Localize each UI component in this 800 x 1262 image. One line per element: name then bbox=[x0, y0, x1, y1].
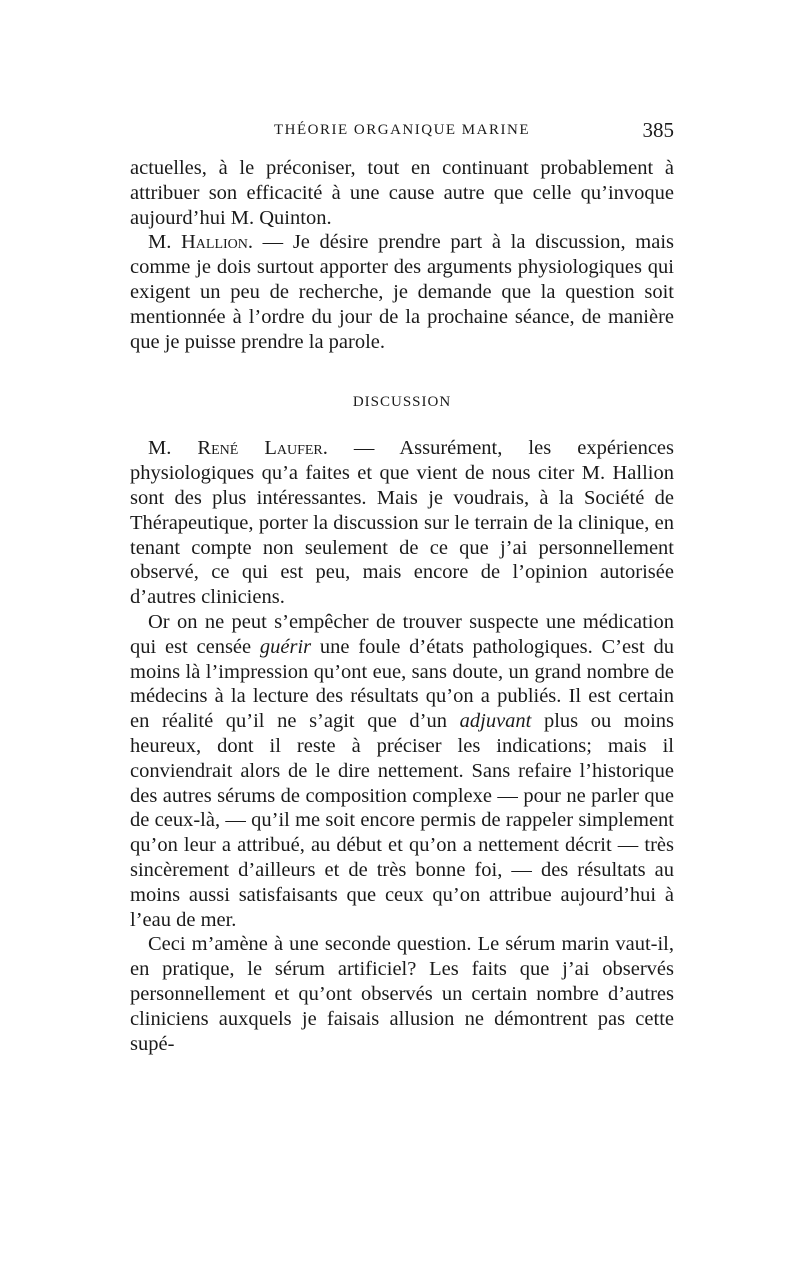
running-title: THÉORIE ORGANIQUE MARINE bbox=[274, 122, 530, 138]
emphasis-guerir: guérir bbox=[259, 635, 312, 658]
page-header bbox=[130, 118, 674, 146]
speech-text: — Assurément, les expériences physiologiques qu’a faites et que vient de nous citer M. Hallion sont des plus intéressantes. Mais je voudrais, à la Société de Thérapeutique, porter la discussion sur le terrain de la clinique, en tenant compte non seulement de ce que j’ai personnellement observé, ce qui est peu, mais encore de l’opinion autorisée d’autres cliniciens. bbox=[130, 437, 674, 609]
page-number: 385 bbox=[642, 118, 674, 142]
text-run: une foule d’états pathologiques. C’est du moins là l’impression qu’ont eue, sans doute, un grand nombre de médecins à la lecture des résultats qu’on a publiés. Il est certain en réalité qu’il ne s’agit que d’un bbox=[130, 635, 674, 733]
paragraph-second-question: Ceci m’amène à une seconde question. Le sérum marin vaut-il, en pratique, le sérum artificiel? Les faits que j’ai observés personnellement et qu’ont observés un certain nombre d’autres cliniciens auxquels je faisais allusion ne démontrent pas cette supé- bbox=[130, 933, 674, 1055]
speaker-name: M. Hallion. bbox=[148, 231, 254, 254]
speaker-name: M. René Laufer. bbox=[148, 437, 328, 460]
paragraph-hallion bbox=[130, 230, 674, 354]
speech-text: — Je désire prendre part à la discussion, mais comme je dois surtout apporter des arguments physiologiques qui exigent un peu de recherche, je demande que la question soit mentionnée à l’ordre du jour de la prochaine séance, de manière que je puisse prendre la parole. bbox=[130, 231, 674, 353]
emphasis-adjuvant: adjuvant bbox=[459, 710, 532, 733]
paragraph-laufer bbox=[130, 436, 674, 610]
section-title: DISCUSSION bbox=[352, 394, 452, 411]
paragraph-medication bbox=[130, 610, 674, 932]
text-run: Or on ne peut s’empêcher de trouver suspecte une médication qui est censée bbox=[130, 610, 674, 658]
paragraph-continuation: actuelles, à le préconiser, tout en continuant probablement à attribuer son efficacité à une cause autre que celle qu’invoque aujourd’hui M. Quinton. bbox=[130, 157, 674, 229]
body-text bbox=[130, 156, 674, 1056]
text-run: plus ou moins heureux, dont il reste à préciser les indications; mais il conviendrait alors de le dire nettement. Sans refaire l’historique des autres sérums de composition complexe — pour ne parler que de ceux-là, — qu’il me soit encore permis de rappeler simplement qu’on leur a attribué, au début et qu’on a nettement décrit — très sincèrement d’ailleurs et de très bonne foi, — des résultats au moins aussi satisfaisants que ceux qu’on attribue aujourd’hui à l’eau de mer. bbox=[130, 710, 674, 931]
